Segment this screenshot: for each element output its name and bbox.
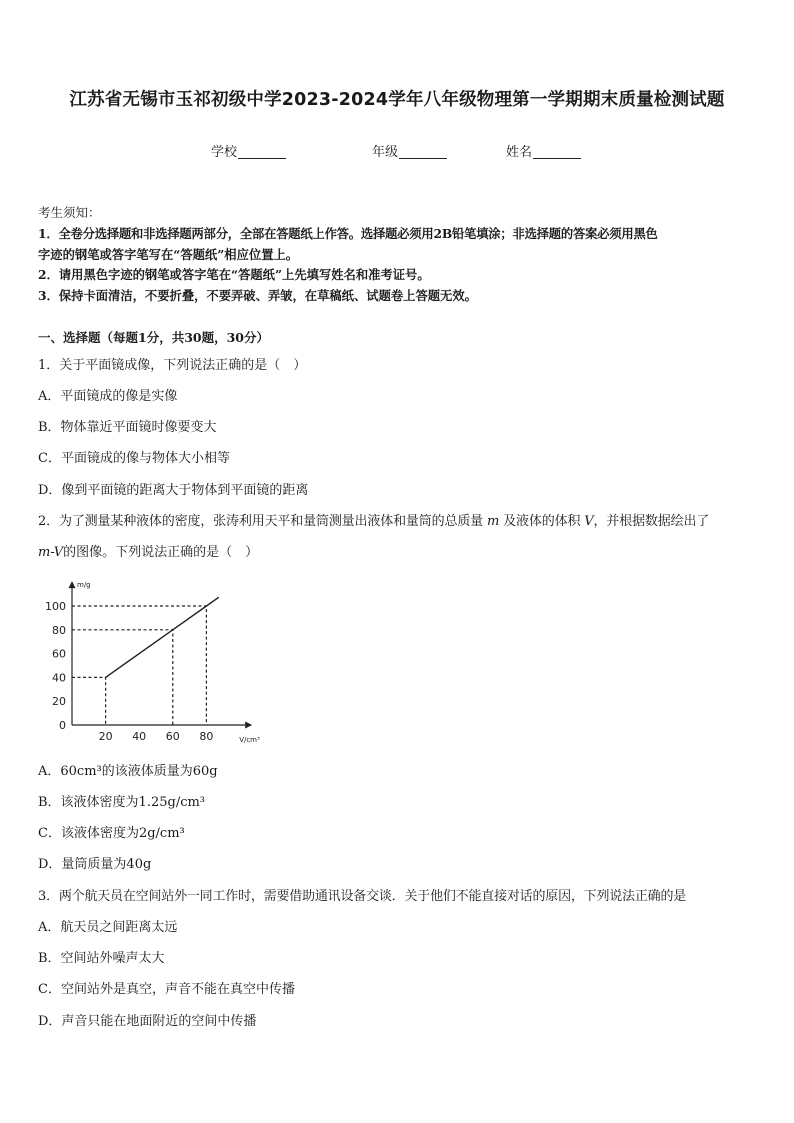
option-d[interactable]: D．量筒质量为40g <box>38 857 152 872</box>
option-b[interactable]: B．空间站外噪声太大 <box>38 951 165 966</box>
grade-label: 年级 <box>372 145 399 160</box>
option-b[interactable]: B．物体靠近平面镜时像要变大 <box>38 420 217 435</box>
guide-line <box>72 677 106 725</box>
y-tick-label: 100 <box>45 600 66 613</box>
question-stem: 1．关于平面镜成像，下列说法正确的是（ ） <box>38 358 307 373</box>
school-blank[interactable] <box>238 145 286 159</box>
y-tick-label: 0 <box>59 719 66 732</box>
name-label: 姓名 <box>506 145 533 160</box>
option-b[interactable]: B．该液体密度为1.25g/cm³ <box>38 795 206 810</box>
y-tick-label: 80 <box>52 623 66 637</box>
option-d[interactable]: D．声音只能在地面附近的空间中传播 <box>38 1014 257 1029</box>
section-heading: 一、选择题（每题1分，共30题，30分） <box>38 330 269 345</box>
x-tick-label: 60 <box>165 730 180 743</box>
x-tick-label: 80 <box>199 730 214 743</box>
series-line <box>106 598 219 678</box>
grade-field[interactable] <box>372 141 447 160</box>
notice-heading: 考生须知： <box>38 205 101 220</box>
name-field[interactable] <box>506 141 581 160</box>
y-tick-label: 60 <box>52 647 66 661</box>
guide-line <box>72 630 173 725</box>
data-point <box>206 605 208 607</box>
stem-text: 的图像。下列说法正确的是（ ） <box>63 545 259 560</box>
variable-v: V <box>584 514 594 529</box>
y-axis-arrow <box>69 581 76 588</box>
x-axis-arrow <box>245 722 252 729</box>
y-tick-label: 40 <box>52 671 66 685</box>
y-axis-label: m/g <box>77 581 91 590</box>
option-d[interactable]: D．像到平面镜的距离大于物体到平面镜的距离 <box>38 483 309 498</box>
notice-item: 2．请用黑色字迹的钢笔或答字笔在“答题纸”上先填写姓名和准考证号。 <box>38 267 430 282</box>
notice-item: 字迹的钢笔或答字笔写在“答题纸”相应位置上。 <box>38 247 299 262</box>
school-label: 学校 <box>211 145 238 160</box>
option-a[interactable]: A．航天员之间距离太远 <box>38 920 178 935</box>
data-point <box>105 677 107 679</box>
stem-text: 及液体的体积 <box>503 514 581 529</box>
grade-blank[interactable] <box>399 145 447 159</box>
data-point <box>172 629 174 631</box>
variable-m: m <box>487 514 500 529</box>
notice-item: 3．保持卡面清洁，不要折叠，不要弄破、弄皱，在草稿纸、试题卷上答题无效。 <box>38 288 477 303</box>
option-c[interactable]: C．该液体密度为2g/cm³ <box>38 826 185 841</box>
school-field[interactable] <box>211 141 286 160</box>
x-axis-label: V/cm³ <box>239 736 260 744</box>
option-c[interactable]: C．空间站外是真空，声音不能在真空中传播 <box>38 982 295 997</box>
notice-item: 1．全卷分选择题和非选择题两部分，全部在答题纸上作答。选择题必须用2B铅笔填涂；非选择题的答案必须用黑色 <box>38 226 658 241</box>
question-stem-line-2 <box>38 541 258 560</box>
option-a[interactable]: A．60cm³的该液体质量为60g <box>38 764 218 779</box>
stem-text: ，并根据数据绘出了 <box>593 514 710 529</box>
y-tick-label: 20 <box>52 695 66 709</box>
data-point <box>217 597 219 599</box>
page-title: 江苏省无锡市玉祁初级中学2023-2024学年八年级物理第一学期期末质量检测试题 <box>69 90 725 110</box>
x-tick-label: 20 <box>98 730 113 743</box>
option-a[interactable]: A．平面镜成的像是实像 <box>38 389 178 404</box>
option-c[interactable]: C．平面镜成的像与物体大小相等 <box>38 451 230 466</box>
mv-chart <box>30 568 260 750</box>
variable-mv: m-V <box>38 545 64 560</box>
stem-text: 2．为了测量某种液体的密度，张涛利用天平和量筒测量出液体和量筒的总质量 <box>38 514 484 529</box>
guide-line <box>72 606 206 725</box>
x-tick-label: 40 <box>132 730 147 743</box>
question-stem <box>38 510 709 529</box>
name-blank[interactable] <box>533 145 581 159</box>
question-stem: 3．两个航天员在空间站外一同工作时，需要借助通讯设备交谈．关于他们不能直接对话的原因，下列说法正确的是 <box>38 889 687 904</box>
